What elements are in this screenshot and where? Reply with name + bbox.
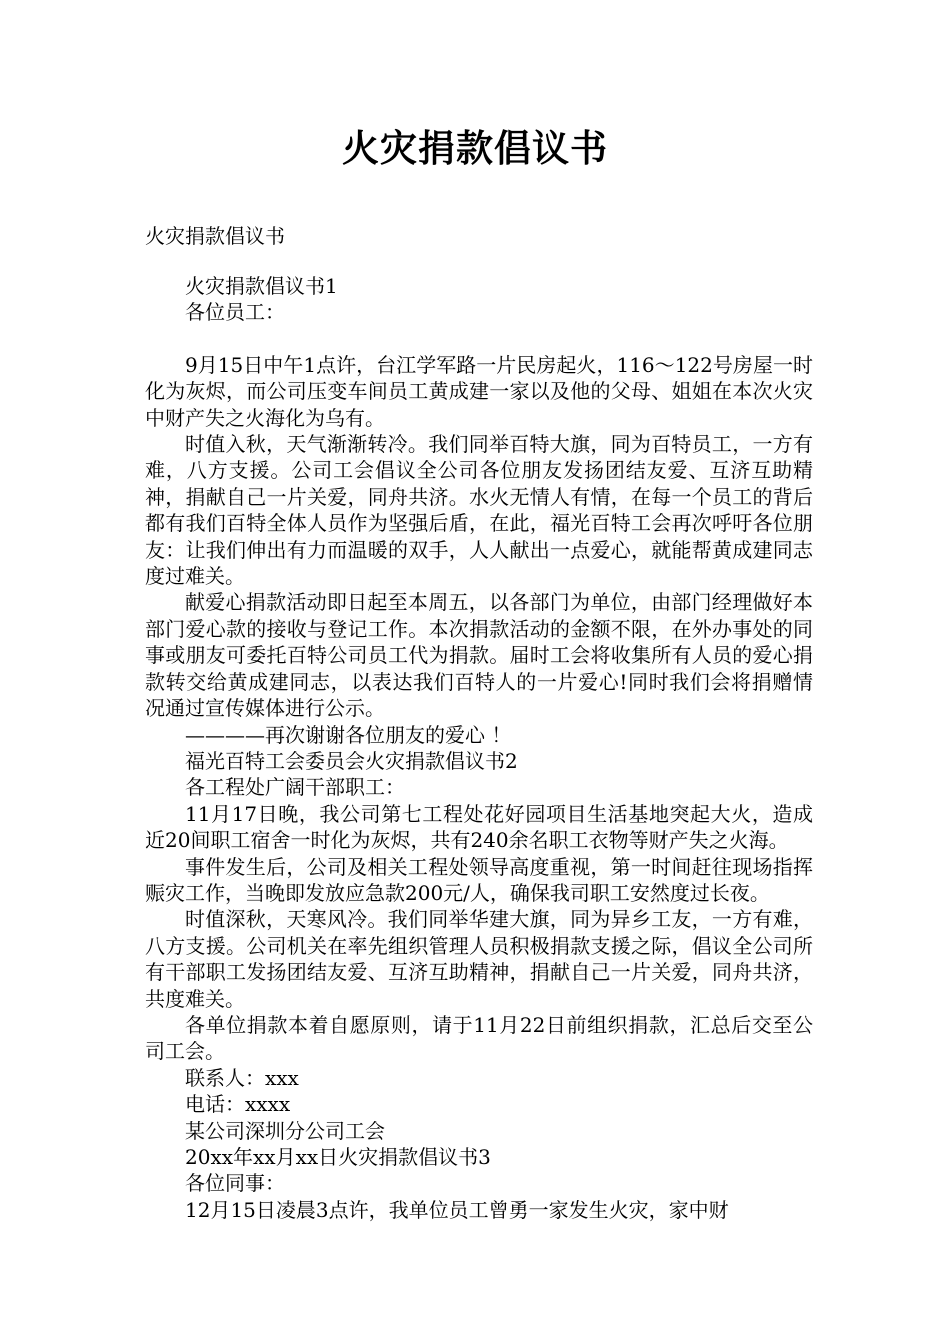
paragraph: 12月15日凌晨3点许，我单位员工曾勇一家发生火灾，家中财	[185, 1197, 729, 1222]
salutation-3: 各位同事：	[185, 1171, 285, 1196]
document-title: 火灾捐款倡议书	[342, 127, 608, 170]
salutation-1: 各位员工：	[185, 300, 285, 325]
paragraph: 献爱心捐款活动即日起至本周五，以各部门为单位，由部门经理做好本部门爱心款的接收与登记工作。本次捐款活动的金额不限，在外办事处的同事或朋友可委托百特公司员工代为捐款。届时工会将收集所有人员的爱心捐款转交给黄成建同志，以表达我们百特人的一片爱心!同时我们会将捐赠情况通过宣传媒体进行公示。	[145, 590, 813, 721]
closing-line: ————再次谢谢各位朋友的爱心 ！	[185, 722, 512, 747]
paragraph: 各单位捐款本着自愿原则，请于11月22日前组织捐款，汇总后交至公司工会。	[145, 1012, 813, 1064]
signature-org: 某公司深圳分公司工会	[185, 1118, 385, 1143]
section-heading-1: 火灾捐款倡议书1	[185, 274, 338, 298]
contact-person: 联系人：xxx	[185, 1065, 299, 1090]
document-body	[145, 273, 813, 1223]
paragraph: 时值深秋，天寒风冷。我们同举华建大旗，同为异乡工友，一方有难，八方支援。公司机关在率先组织管理人员积极捐款支援之际，倡议全公司所有干部职工发扬团结友爱、互济互助精神，捐献自己一片关爱，同舟共济，共度难关。	[145, 907, 813, 1011]
paragraph: 时值入秋，天气渐渐转冷。我们同举百特大旗，同为百特员工，一方有难，八方支援。公司工会倡议全公司各位朋友发扬团结友爱、互济互助精神，捐献自己一片关爱，同舟共济。水火无情人有情，在每一个员工的背后都有我们百特全体人员作为坚强后盾，在此，福光百特工会再次呼吁各位朋友：让我们伸出有力而温暖的双手，人人献出一点爱心，就能帮黄成建同志度过难关。	[145, 432, 813, 589]
contact-phone: 电话：xxxx	[185, 1092, 291, 1117]
paragraph: 事件发生后，公司及相关工程处领导高度重视，第一时间赶往现场指挥赈灾工作，当晚即发放应急款200元/人，确保我司职工安然度过长夜。	[145, 854, 813, 905]
salutation-2: 各工程处广阔干部职工：	[185, 775, 405, 800]
paragraph: 9月15日中午1点许，台江学军路一片民房起火，116～122号房屋一时化为灰烬，而公司压变车间员工黄成建一家以及他的父母、姐姐在本次火灾中财产失之火海化为乌有。	[145, 352, 813, 430]
section-heading-2: 福光百特工会委员会火灾捐款倡议书2	[185, 748, 518, 773]
section-heading-3: 20xx年xx月xx日火灾捐款倡议书3	[185, 1145, 491, 1169]
paragraph: 11月17日晚，我公司第七工程处花好园项目生活基地突起大火，造成近20间职工宿舍一时化为灰烬，共有240余名职工衣物等财产失之火海。	[145, 801, 813, 853]
document-subtitle: 火灾捐款倡议书	[145, 224, 285, 248]
